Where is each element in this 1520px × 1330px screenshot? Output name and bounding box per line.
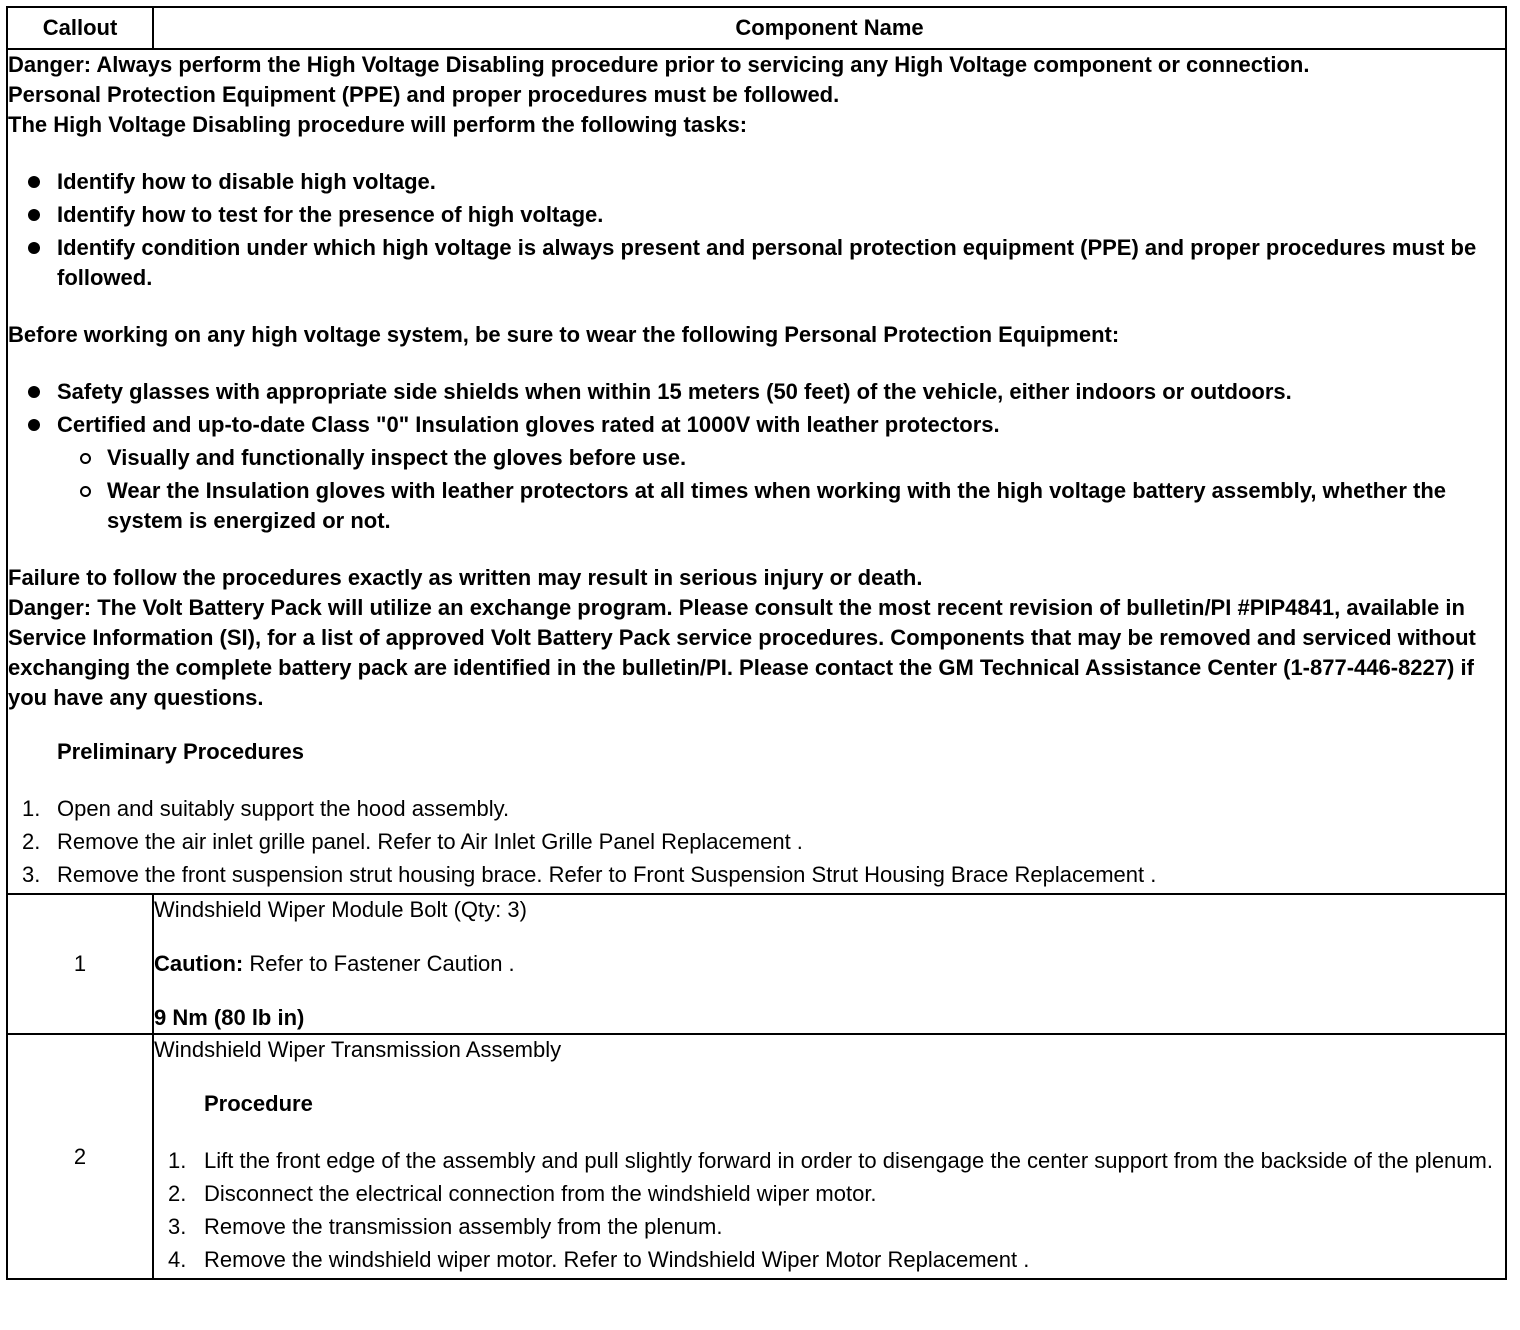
preliminary-step: 3. Remove the front suspension strut housing brace. Refer to Front Suspension Strut Housing Brace Replacement . xyxy=(22,862,1157,887)
callout-number: 2 xyxy=(7,1034,153,1279)
task-item: Identify how to test for the presence of high voltage. xyxy=(8,200,1505,230)
caution-note xyxy=(154,949,1505,979)
callout-number: 1 xyxy=(7,894,153,1034)
circle-bullet-icon xyxy=(80,453,91,464)
component-cell xyxy=(153,1034,1506,1279)
preliminary-step: 2. Remove the air inlet grille panel. Refer to Air Inlet Grille Panel Replacement . xyxy=(22,829,803,854)
table-header-row xyxy=(7,7,1506,49)
torque-spec: 9 Nm (80 lb in) xyxy=(154,1005,305,1030)
failure-warning: Failure to follow the procedures exactly as written may result in serious injury or death. xyxy=(8,565,923,590)
bullet-icon xyxy=(28,419,40,431)
bullet-icon xyxy=(28,209,40,221)
preliminary-step: 1. Open and suitably support the hood assembly. xyxy=(22,796,510,821)
ppe-statement: Personal Protection Equipment (PPE) and proper procedures must be followed. xyxy=(8,82,840,107)
task-item: Identify how to disable high voltage. xyxy=(8,167,1505,197)
header-callout: Callout xyxy=(7,7,153,49)
procedure-step: 4. Remove the windshield wiper motor. Refer to Windshield Wiper Motor Replacement . xyxy=(168,1247,1030,1272)
preliminary-heading: Preliminary Procedures xyxy=(57,739,305,764)
ppe-item: Safety glasses with appropriate side shields when within 15 meters (50 feet) of the vehicle, either indoors or outdoors. xyxy=(8,377,1505,407)
notes-row xyxy=(7,49,1506,894)
component-table xyxy=(6,6,1507,1280)
task-item: Identify condition under which high voltage is always present and personal protection equipment (PPE) and proper procedures must be followed. xyxy=(8,233,1505,293)
bullet-icon xyxy=(28,242,40,254)
tasks-intro: The High Voltage Disabling procedure will perform the following tasks: xyxy=(8,112,748,137)
ppe-item: Certified and up-to-date Class "0" Insulation gloves rated at 1000V with leather protectors. xyxy=(8,410,1505,440)
before-working-text: Before working on any high voltage system, be sure to wear the following Personal Protection Equipment: xyxy=(8,322,1120,347)
table-row xyxy=(7,894,1506,1034)
caution-text: Refer to Fastener Caution . xyxy=(243,951,515,976)
procedure-step: 1. Lift the front edge of the assembly and pull slightly forward in order to disengage the center support from the backside of the plenum. xyxy=(168,1148,1493,1173)
safety-notes xyxy=(7,49,1506,894)
glove-subitem: Visually and functionally inspect the gloves before use. xyxy=(8,443,1505,473)
component-name: Windshield Wiper Module Bolt (Qty: 3) xyxy=(154,897,527,922)
danger-high-voltage: Danger: Always perform the High Voltage Disabling procedure prior to servicing any High Voltage component or connection. xyxy=(8,52,1310,77)
component-cell xyxy=(153,894,1506,1034)
component-name: Windshield Wiper Transmission Assembly xyxy=(154,1037,562,1062)
circle-bullet-icon xyxy=(80,486,91,497)
procedure-step: 3. Remove the transmission assembly from the plenum. xyxy=(168,1214,723,1239)
bullet-icon xyxy=(28,176,40,188)
glove-subitem: Wear the Insulation gloves with leather protectors at all times when working with the high voltage battery assembly, whether the system is energized or not. xyxy=(8,476,1505,536)
danger-battery-pack: Danger: The Volt Battery Pack will utilize an exchange program. Please consult the most recent revision of bulletin/PI #PIP4841, available in Service Information (SI), for a list of approved Volt Battery Pack service procedures. Components that may be removed and serviced without exchanging the complete battery pack are identified in the bulletin/PI. Please contact the GM Technical Assistance Center (1-877-446-8227) if you have any questions. xyxy=(8,595,1476,710)
procedure-heading: Procedure xyxy=(204,1091,313,1116)
header-component-name: Component Name xyxy=(153,7,1506,49)
procedure-step: 2. Disconnect the electrical connection from the windshield wiper motor. xyxy=(168,1181,877,1206)
caution-label: Caution: xyxy=(154,951,244,976)
table-row xyxy=(7,1034,1506,1279)
bullet-icon xyxy=(28,386,40,398)
